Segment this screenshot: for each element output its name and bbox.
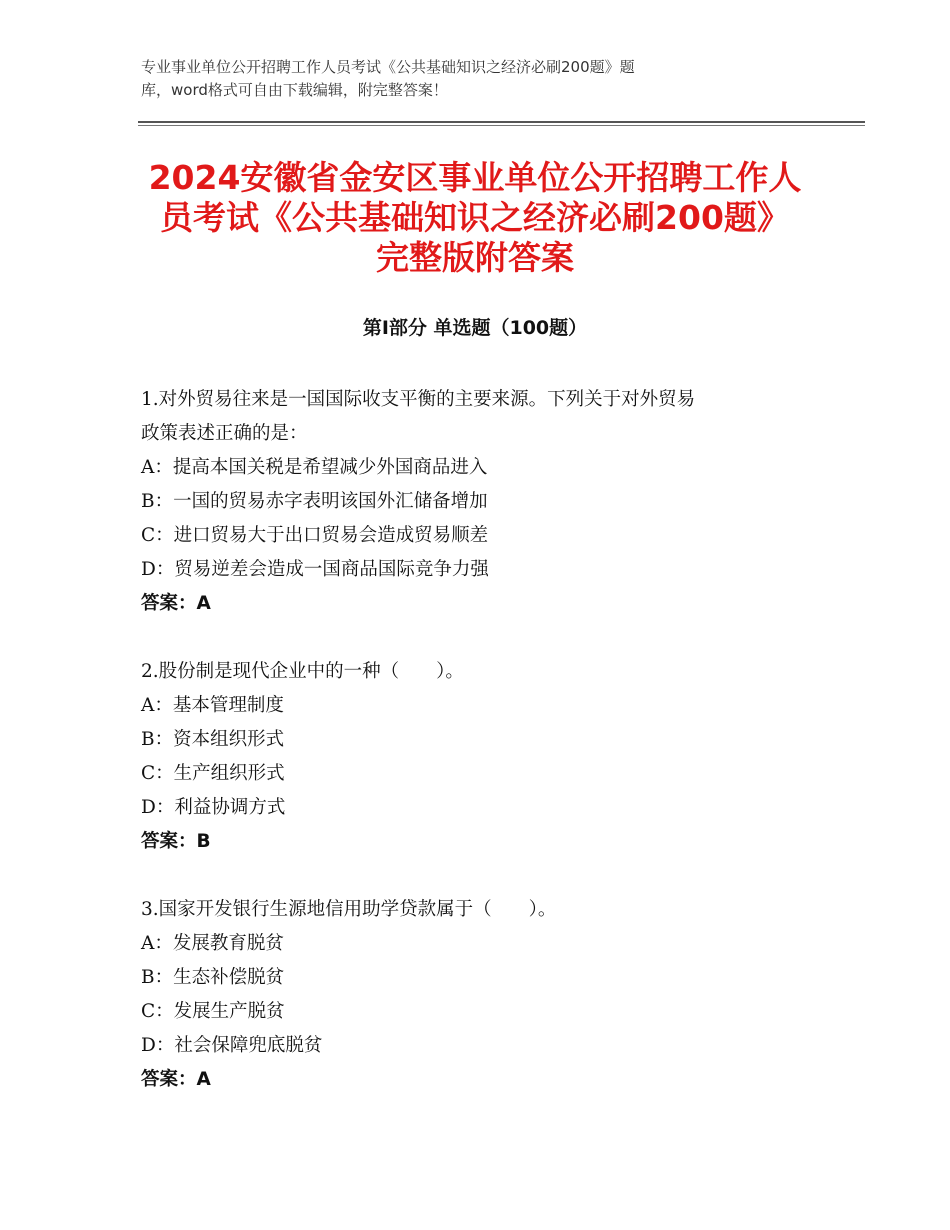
question-stem	[141, 893, 821, 927]
document-title-line3: 完整版附答案	[376, 238, 574, 277]
document-title-line1: 2024安徽省金安区事业单位公开招聘工作人	[148, 158, 802, 197]
header-divider-thick	[138, 121, 865, 123]
option-c: C：生产组织形式	[141, 763, 285, 784]
option-d: D：社会保障兜底脱贫	[141, 1035, 323, 1056]
header-note-line2: 库，word格式可自由下载编辑，附完整答案！	[141, 81, 448, 99]
question-stem-line: 政策表述正确的是：	[141, 423, 308, 444]
option-b: B：生态补偿脱贫	[141, 967, 285, 988]
question-1	[141, 383, 821, 621]
header-note	[141, 56, 801, 102]
question-stem	[141, 383, 821, 451]
question-stem-line: 2.股份制是现代企业中的一种（ ）。	[141, 661, 464, 682]
header-note-line1: 专业事业单位公开招聘工作人员考试《公共基础知识之经济必刷200题》题	[141, 58, 635, 76]
answer: 答案：B	[141, 831, 211, 852]
option-a: A：基本管理制度	[141, 695, 284, 716]
document-title	[100, 158, 850, 278]
option-b: B：资本组织形式	[141, 729, 285, 750]
option-b: B：一国的贸易赤字表明该国外汇储备增加	[141, 491, 488, 512]
option-a: A：提高本国关税是希望减少外国商品进入	[141, 457, 488, 478]
option-c: C：进口贸易大于出口贸易会造成贸易顺差	[141, 525, 489, 546]
option-d: D：利益协调方式	[141, 797, 286, 818]
answer: 答案：A	[141, 593, 211, 614]
question-stem-line: 1.对外贸易往来是一国国际收支平衡的主要来源。下列关于对外贸易	[141, 389, 696, 410]
question-stem-line: 3.国家开发银行生源地信用助学贷款属于（ ）。	[141, 899, 557, 920]
header-divider-thin	[138, 125, 865, 126]
section-title: 第Ⅰ部分 单选题（100题）	[362, 317, 588, 339]
document-title-line2: 员考试《公共基础知识之经济必刷200题》	[160, 198, 790, 237]
question-list	[141, 383, 821, 1131]
answer: 答案：A	[141, 1069, 211, 1090]
option-a: A：发展教育脱贫	[141, 933, 284, 954]
question-stem	[141, 655, 821, 689]
option-c: C：发展生产脱贫	[141, 1001, 285, 1022]
question-3	[141, 893, 821, 1097]
question-2	[141, 655, 821, 859]
option-d: D：贸易逆差会造成一国商品国际竞争力强	[141, 559, 489, 580]
